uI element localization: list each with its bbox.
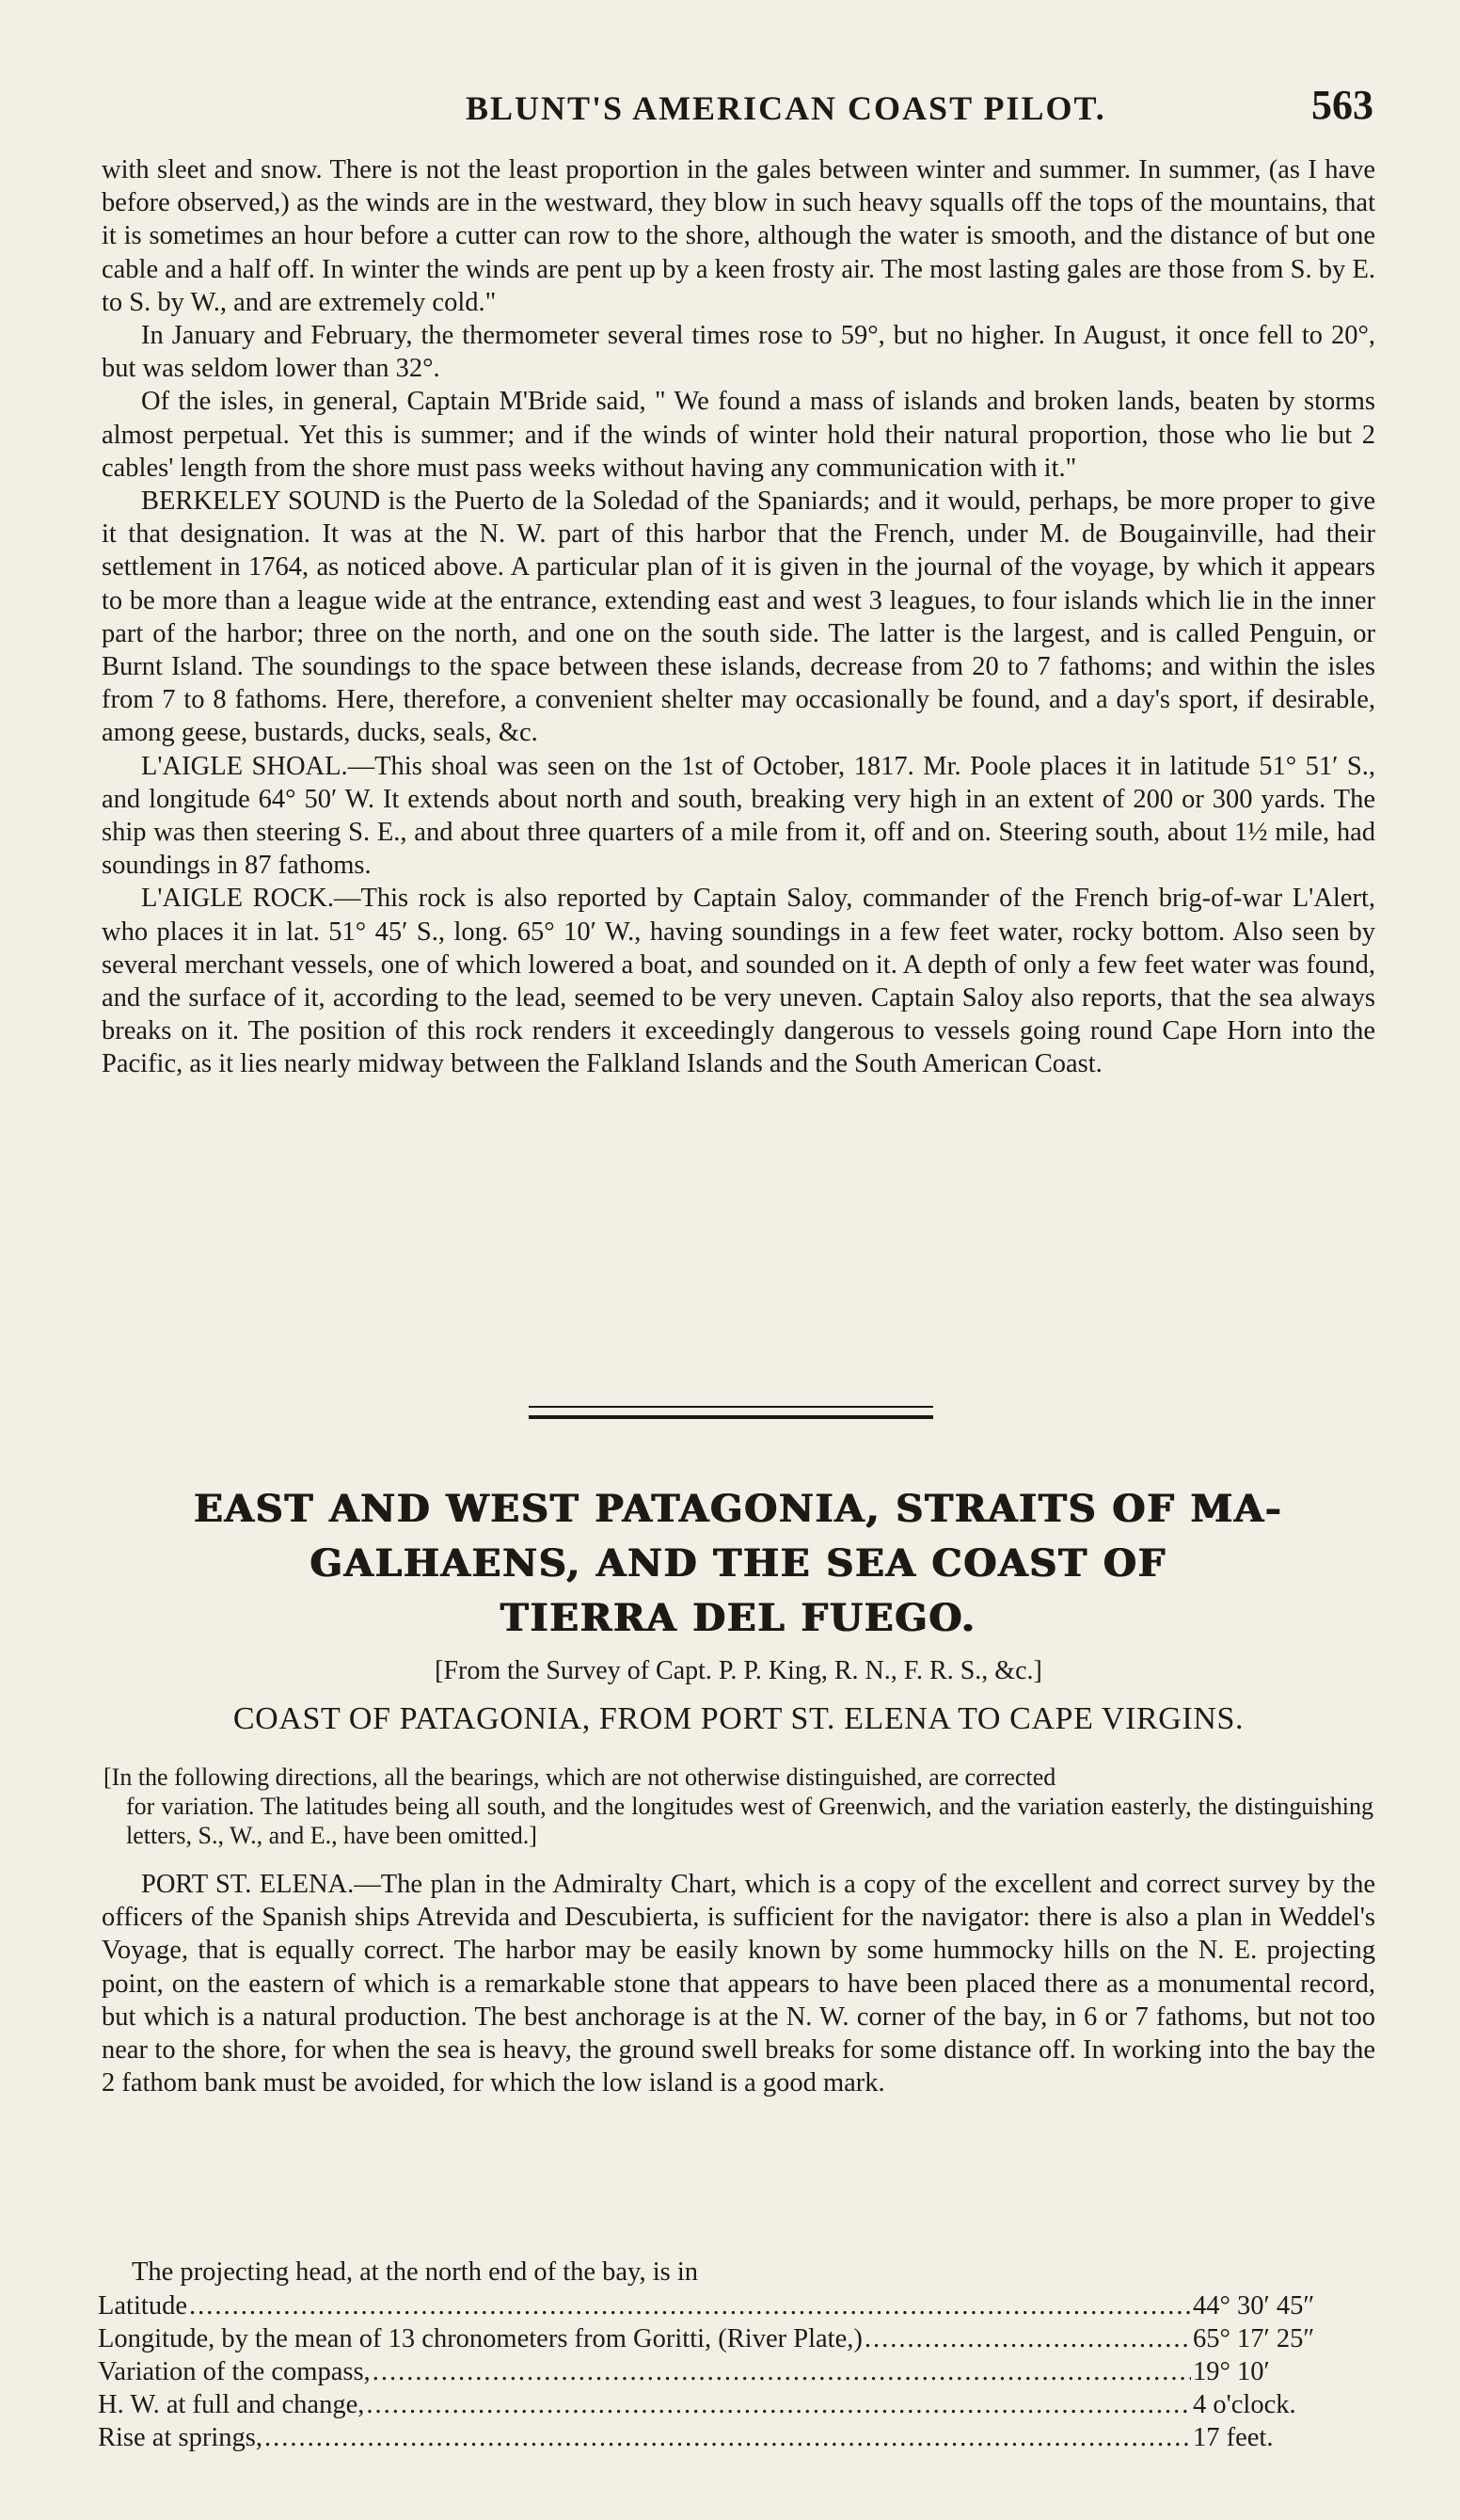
table-intro: The projecting head, at the north end of the bay, is in <box>132 2257 699 2287</box>
leader-dots <box>366 2388 1191 2421</box>
leader-dots <box>264 2421 1191 2454</box>
row-value-latitude: 44° 30′ 45″ <box>1193 2291 1315 2321</box>
row-label-latitude: Latitude <box>98 2291 187 2321</box>
paragraph-laigle-shoal: L'AIGLE SHOAL.—This shoal was seen on the 1st of October, 1817. Mr. Poole places it in latitude 51° 51′ S., and longitude 64° 50′ W. It extends about north and south, breaking very high in an extent of 200 or 300 yards. The ship was then steering S. E., and about three quarters of a mile from it, off and on. Steering south, about 1½ mile, had soundings in 87 fathoms. <box>102 751 1375 881</box>
section-heading-line-1: EAST AND WEST PATAGONIA, STRAITS OF MA- <box>194 1487 1283 1531</box>
paragraph-winds: with sleet and snow. There is not the least proportion in the gales between winter and summer. In summer, (as I have before observed,) as the winds are in the westward, they blow in such heavy squalls off the tops of the mountains, that it is sometimes an hour before a cutter can row to the shore, although the water is smooth, and the distance of but one cable and a half off. In winter the winds are pent up by a keen frosty air. The most lasting gales are those from S. by E. to S. by W., and are extremely cold." <box>102 155 1375 317</box>
section-heading <box>94 1482 1383 1646</box>
table-row <box>98 2355 1377 2388</box>
row-value-high-water: 4 o'clock. <box>1193 2390 1296 2419</box>
paragraph-laigle-rock: L'AIGLE ROCK.—This rock is also reported by Captain Saloy, commander of the French brig-of-war L'Alert, who places it in lat. 51° 45′ S., long. 65° 10′ W., having soundings in a few feet water, rocky bottom. Also seen by several merchant vessels, one of which lowered a boat, and sounded on it. A depth of only a few feet water was found, and the surface of it, according to the lead, seemed to be very uneven. Captain Saloy also reports, that the sea always breaks on it. The position of this rock renders it exceedingly dangerous to vessels going round Cape Horn into the Pacific, as it lies nearly midway between the Falkland Islands and the South American Coast. <box>102 884 1375 1079</box>
leader-dots <box>189 2289 1191 2322</box>
paragraph-berkeley-sound: BERKELEY SOUND is the Puerto de la Soledad of the Spaniards; and it would, perhaps, be more proper to give it that designation. It was at the N. W. part of this harbor that the French, under M. de Bougainville, had their settlement in 1764, as noticed above. A particular plan of it is given in the journal of the voyage, by which it appears to be more than a league wide at the entrance, extending east and west 3 leagues, to four islands which lie in the inner part of the harbor; three on the north, and one on the south side. The latter is the largest, and is called Penguin, or Burnt Island. The soundings to the space between these islands, decrease from 20 to 7 fathoms; and within the isles from 7 to 8 fathoms. Here, therefore, a convenient shelter may occasionally be found, and a day's sport, if desirable, among geese, bustards, ducks, seals, &c. <box>102 486 1375 748</box>
top-text-block <box>102 153 1375 1081</box>
paragraph-thermometer: In January and February, the thermometer several times rose to 59°, but no higher. In August, it once fell to 20°, but was seldom lower than 32°. <box>102 321 1375 384</box>
paragraph-port-st-elena: PORT ST. ELENA.—The plan in the Admiralty Chart, which is a copy of the excellent and correct survey by the officers of the Spanish ships Atrevida and Descubierta, is sufficient for the navigator: there is also a plan in Weddel's Voyage, that is equally correct. The harbor may be easily known by some hummocky hills on the N. E. projecting point, on the eastern of which is a remarkable stone that appears to have been placed there as a monumental record, but which is a natural production. The best anchorage is at the N. W. corner of the bay, in 6 or 7 fathoms, but not too near to the shore, for when the sea is heavy, the ground swell breaks for some distance off. In working into the bay the 2 fathom bank must be avoided, for which the low island is a good mark. <box>102 1870 1375 2098</box>
paragraph-isles: Of the isles, in general, Captain M'Bride said, " We found a mass of islands and broken lands, beaten by storms almost perpetual. Yet this is summer; and if the winds of winter hold their natural proportion, those who lie but 2 cables' length from the shore must pass weeks without having any communication with it." <box>102 387 1375 483</box>
row-label-variation: Variation of the compass, <box>98 2357 371 2386</box>
table-row <box>98 2322 1377 2355</box>
section-heading-line-3: TIERRA DEL FUEGO. <box>500 1596 976 1640</box>
survey-source: [From the Survey of Capt. P. P. King, R. N., F. R. S., &c.] <box>435 1656 1042 1685</box>
running-head-title: BLUNT'S AMERICAN COAST PILOT. <box>466 89 1106 127</box>
sub-heading: COAST OF PATAGONIA, FROM PORT ST. ELENA TO CAPE VIRGINS. <box>232 1701 1245 1736</box>
leader-dots <box>865 2322 1191 2355</box>
port-text-block <box>102 1868 1375 2099</box>
table-row <box>98 2289 1377 2322</box>
row-value-rise: 17 feet. <box>1193 2423 1274 2452</box>
row-value-longitude: 65° 17′ 25″ <box>1193 2324 1315 2353</box>
row-label-longitude: Longitude, by the mean of 13 chronometers from Goritti, (River Plate,) <box>98 2324 863 2353</box>
table-row <box>98 2421 1377 2454</box>
row-label-high-water: H. W. at full and change, <box>98 2390 365 2419</box>
row-label-rise: Rise at springs, <box>98 2423 262 2452</box>
row-value-variation: 19° 10′ <box>1193 2357 1270 2386</box>
note-continuation: for variation. The latitudes being all south, and the longitudes west of Greenwich, and the variation easterly, the distinguishing letters, S., W., and E., have been omitted.] <box>126 1793 1373 1849</box>
section-divider <box>529 1406 933 1419</box>
leader-dots <box>373 2355 1191 2388</box>
position-table <box>98 2256 1377 2454</box>
running-head <box>103 82 1373 130</box>
page-number: 563 <box>1311 82 1373 128</box>
table-row <box>98 2388 1377 2421</box>
note-first-line: [In the following directions, all the bearings, which are not otherwise distinguished, are corrected <box>103 1763 1056 1791</box>
directions-note <box>103 1762 1373 1850</box>
section-heading-line-2: GALHAENS, AND THE SEA COAST OF <box>309 1541 1167 1586</box>
